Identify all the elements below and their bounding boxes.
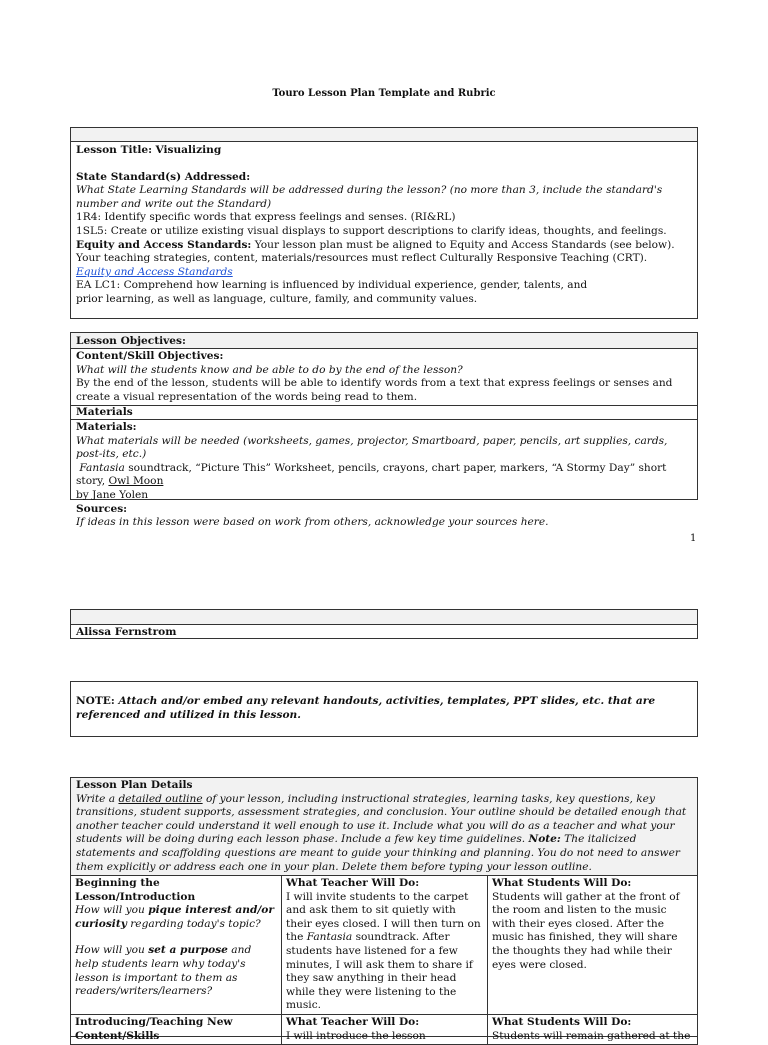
teacher-heading-2: What Teacher Will Do: — [286, 1015, 420, 1028]
teacher-heading: What Teacher Will Do: — [286, 877, 420, 889]
students-intro-text: Students will gather at the front of the room and listen to the music with their eyes closed. After the music has finished, they will share the thoughts they had while their eyes were closed. — [492, 890, 680, 971]
author-band — [71, 610, 697, 625]
lesson-details-box — [70, 777, 698, 1042]
teacher-teaching-text: I will introduce the lesson — [286, 1029, 426, 1042]
note-text: NOTE: Attach and/or embed any relevant handouts, activities, templates, PPT slides, etc. that are referenced and utilized in this lesson. — [76, 695, 656, 721]
materials-heading: Materials: — [76, 421, 137, 433]
content-skill-heading: Content/Skill Objectives: — [76, 350, 224, 362]
intro-question-1: How will you pique interest and/or curiosity regarding today's topic? — [75, 904, 274, 930]
equity-statement: Equity and Access Standards: Your lesson plan must be aligned to Equity and Access Standards (see below). Your teaching strategies, content, materials/resources must reflect Culturally Responsive Teaching (CRT). — [76, 238, 675, 265]
lesson-phase-table — [70, 875, 698, 1045]
students-heading-2: What Students Will Do: — [492, 1015, 632, 1028]
objectives-text: By the end of the lesson, students will be able to identify words from a text that express feelings or senses and create a visual representation of the words being read to them. — [76, 377, 673, 403]
teaching-phase-heading: Introducing/Teaching New Content/Skills — [75, 1015, 233, 1042]
standards-prompt: What State Learning Standards will be addressed during the lesson? (no more than 3, include the standard's number and write out the Standard) — [76, 184, 663, 210]
lesson-standards-box — [70, 127, 698, 319]
author-box — [70, 609, 698, 639]
ea-lc1-line-1: EA LC1: Comprehend how learning is influenced by individual experience, gender, talents, and — [76, 279, 588, 292]
details-heading: Lesson Plan Details — [76, 779, 193, 791]
standard-1: 1R4: Identify specific words that express feelings and senses. (RI&RL) — [76, 211, 456, 224]
sources-heading: Sources: — [76, 502, 128, 515]
objectives-materials-box — [70, 332, 698, 529]
objectives-heading: Lesson Objectives: — [71, 333, 697, 349]
ea-lc1-line-2: prior learning, as well as language, culture, family, and community values. — [76, 292, 478, 305]
phase-row-introduction — [71, 876, 698, 1015]
teacher-intro-text: I will invite students to the carpet and ask them to sit quietly with their eyes closed. I will then turn on the Fantasia soundtrack. After students have listened for a few minutes, I will ask them to share if they saw anything in their head while they were listening to the music. — [286, 890, 481, 1012]
students-heading: What Students Will Do: — [492, 877, 632, 889]
intro-question-2: How will you set a purpose and help students learn why today's lesson is important to them as readers/writers/learners? — [75, 944, 252, 998]
note-box — [70, 681, 698, 737]
materials-list-tail: by Jane Yolen — [76, 488, 149, 501]
author-name: Alissa Fernstrom — [76, 626, 177, 638]
lesson-title: Lesson Title: Visualizing — [76, 144, 222, 156]
objectives-prompt: What will the students know and be able to do by the end of the lesson? — [76, 363, 463, 376]
standards-heading: State Standard(s) Addressed: — [76, 170, 251, 183]
materials-section-heading: Materials — [71, 405, 697, 419]
materials-list: Fantasia soundtrack, “Picture This” Worksheet, pencils, crayons, chart paper, markers, “A Stormy Day” short story, Owl Moon — [76, 461, 667, 488]
page-number: 1 — [690, 533, 697, 544]
document-title: Touro Lesson Plan Template and Rubric — [272, 88, 496, 99]
box-header-band — [71, 128, 697, 142]
students-teaching-text: Students will remain gathered at the — [492, 1029, 691, 1042]
phase-row-teaching — [71, 1014, 698, 1044]
equity-standards-link[interactable]: Equity and Access Standards — [76, 265, 233, 278]
sources-prompt: If ideas in this lesson were based on work from others, acknowledge your sources here. — [76, 516, 549, 529]
materials-prompt: What materials will be needed (worksheets, games, projector, Smartboard, paper, pencils, art supplies, cards, post-its, etc.) — [76, 434, 668, 461]
details-instructions: Write a detailed outline of your lesson, including instructional strategies, learning tasks, key questions, key transitions, student supports, assessment strategies, and conclusion. Your outline should be detailed enough that another teacher could understand it well enough to use it. Include what you will do as a teacher and what your students will be doing during each lesson phase. Include a few key time guidelines. Note: The italicized statements and scaffolding questions are meant to guide your thinking and planning. You do not need to answer them explicitly or address each one in your plan. Delete them before typing your lesson outline. — [76, 792, 687, 873]
standard-2: 1SL5: Create or utilize existing visual displays to support descriptions to clarify ideas, thoughts, and feelings. — [76, 224, 667, 237]
intro-phase-heading: Beginning the Lesson/Introduction — [75, 877, 196, 903]
